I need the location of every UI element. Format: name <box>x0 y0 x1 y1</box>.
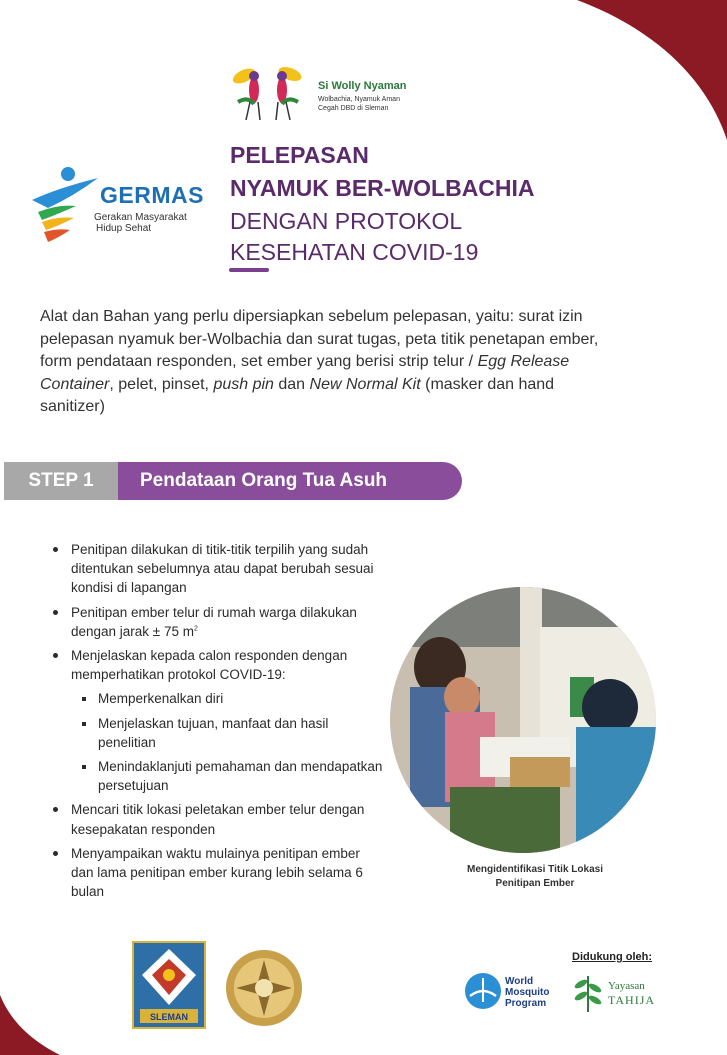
intro-text-2: Egg Release Container <box>40 353 570 393</box>
bullet-square <box>82 722 86 726</box>
corner-decoration-bottom-left <box>0 995 60 1055</box>
intro-text-5: dan <box>273 375 310 393</box>
ugm-emblem <box>224 948 304 1028</box>
list-item-text: Penitipan dilakukan di titik-titik terpilih yang sudah ditentukan sebelumnya atau dapat berubah sesuai kondisi di lapangan <box>71 542 374 596</box>
step-label: STEP 1 <box>28 470 94 491</box>
title-underline <box>229 268 269 272</box>
intro-text-3: , pelet, pinset, <box>109 375 214 393</box>
sub-list-item <box>46 714 386 752</box>
tahija-leaf-icon <box>570 972 606 1014</box>
tahija-name-line-2: TAHIJA <box>608 993 656 1007</box>
list-item-text: Penitipan ember telur di rumah warga dilakukan dengan jarak ± 75 m <box>71 604 357 639</box>
list-item-text: Mencari titik lokasi peletakan ember telur dengan kesepakatan responden <box>71 802 365 837</box>
sub-list-item-text: Memperkenalkan diri <box>98 691 224 707</box>
superscript: 2 <box>193 625 198 633</box>
wolly-tagline-2: Cegah DBD di Sleman <box>318 105 389 112</box>
sub-list-item <box>46 689 386 708</box>
step-title: Pendataan Orang Tua Asuh <box>140 470 388 491</box>
page-title-line-1: PELEPASAN <box>230 142 369 168</box>
wmp-name-line-1: World <box>505 976 534 987</box>
bullet-dot <box>53 653 58 658</box>
world-mosquito-program-icon <box>464 972 502 1010</box>
page-title-line-2: NYAMUK BER-WOLBACHIA <box>230 175 535 201</box>
list-item-text: Menyampaikan waktu mulainya penitipan ember dan lama penitipan ember kurang lebih selama 6 bulan <box>71 845 363 900</box>
sub-list-item-text: Menindaklanjuti pemahaman dan mendapatkan persetujuan <box>98 759 383 794</box>
list-item <box>46 800 386 838</box>
wmp-name-line-3: Program <box>505 998 547 1009</box>
list-item-text: Menjelaskan kepada calon responden dengan memperhatikan protokol COVID-19: <box>71 648 348 683</box>
intro-text-1: Alat dan Bahan yang perlu dipersiapkan sebelum pelepasan, yaitu: surat izin pelepasan nyamuk ber-Wolbachia dan surat tugas, peta titik penetapan ember, form pendataan responden, set ember yang berisi strip telur / <box>40 308 599 370</box>
bullet-square <box>82 697 86 701</box>
bullet-dot <box>53 807 58 812</box>
supported-by-label: Didukung oleh: <box>572 951 653 963</box>
wolly-mascot-logo <box>226 62 312 124</box>
corner-decoration-top-right <box>547 0 727 140</box>
sleman-regency-emblem <box>132 941 206 1029</box>
photo-caption-line-2: Penitipan Ember <box>495 878 575 889</box>
bullet-square <box>82 765 86 769</box>
tahija-name-line-1: Yayasan <box>608 980 645 992</box>
bullet-dot <box>53 547 58 552</box>
list-item <box>46 603 386 641</box>
sub-list-item <box>46 757 386 795</box>
intro-text-4: push pin <box>213 375 274 393</box>
germas-tagline-1: Gerakan Masyarakat <box>94 212 187 223</box>
germas-tagline-2: Hidup Sehat <box>96 223 152 234</box>
bullet-dot <box>53 851 58 856</box>
list-item <box>46 844 386 902</box>
photo-caption-line-1: Mengidentifikasi Titik Lokasi <box>467 864 603 875</box>
wolly-title: Si Wolly Nyaman <box>318 80 407 92</box>
bullet-dot <box>53 610 58 615</box>
page-title-line-4: KESEHATAN COVID-19 <box>230 239 479 265</box>
wolly-tagline-1: Wolbachia, Nyamuk Aman <box>318 96 400 103</box>
germas-figure-logo <box>28 160 102 246</box>
intro-text-7: (masker dan hand sanitizer) <box>40 375 555 415</box>
intro-paragraph <box>40 306 600 419</box>
sub-list-item-text: Menjelaskan tujuan, manfaat dan hasil penelitian <box>98 715 329 750</box>
field-photo <box>390 587 656 853</box>
list-item <box>46 540 386 598</box>
sleman-label: SLEMAN <box>150 1012 188 1022</box>
list-item <box>46 646 386 684</box>
bullet-list <box>46 540 386 906</box>
intro-text-6: New Normal Kit <box>309 375 421 393</box>
germas-wordmark: GERMAS <box>100 182 204 208</box>
page-title-line-3: DENGAN PROTOKOL <box>230 208 463 234</box>
wmp-name-line-2: Mosquito <box>505 987 550 998</box>
